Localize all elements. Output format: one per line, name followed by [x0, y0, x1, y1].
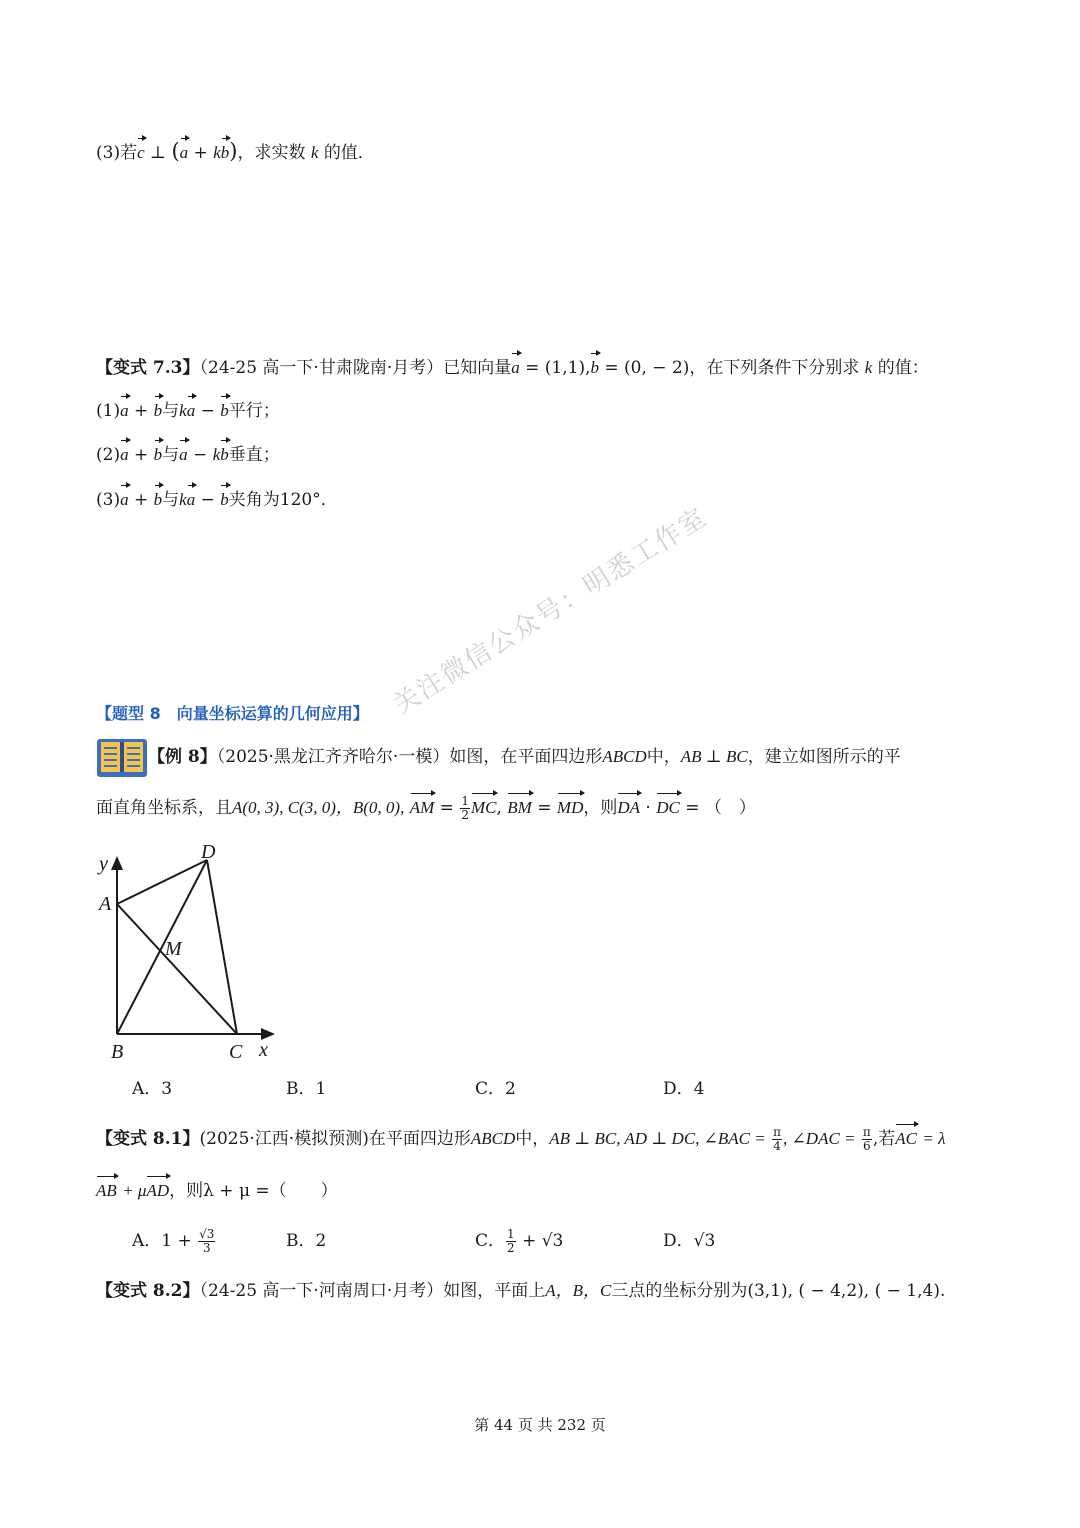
variant-7-3-part-2: (2)a + b与a − kb垂直； — [96, 442, 280, 468]
choice-B: B．2 — [286, 1231, 327, 1251]
variant-8-2-line-1: 【变式 8.2】（24-25 高一下·河南周口·月考）如图，平面上A，B，C三点的坐标分别为(3,1), ( − 4,2), ( − 1,4). — [96, 1281, 946, 1301]
choice-A: A．3 — [132, 1079, 173, 1099]
source-note: (2025·江西·模拟预测) — [199, 1129, 369, 1149]
variant-tag: 【变式 8.2】 — [96, 1281, 200, 1301]
source-note: （24-25 高一下·河南周口·月考） — [199, 1281, 444, 1301]
topic-heading: 【题型 8 向量坐标运算的几何应用】 — [96, 704, 369, 723]
book-icon — [96, 736, 148, 780]
variant-7-3-part-3: (3)a + b与ka − b夹角为120°． — [96, 487, 338, 513]
label-D: D — [201, 841, 216, 863]
segment-AC — [117, 904, 237, 1034]
y-axis-arrow — [111, 856, 123, 870]
choice-D: D．4 — [663, 1079, 705, 1099]
choice-C: C． $\frac{1}{2}$ + √3 — [475, 1227, 564, 1255]
label-B: B — [111, 1041, 124, 1063]
example-tag: 【例 8】 — [148, 747, 217, 767]
page-footer: 第 44 页 共 232 页 — [474, 1416, 606, 1434]
choice-D: D．√3 — [663, 1231, 716, 1251]
question-3-label: (3)若 — [96, 143, 138, 163]
label-M: M — [165, 938, 182, 960]
variant-8-1-line-1: 【变式 8.1】(2025·江西·模拟预测)在平面四边形ABCD中，AB ⊥ BC, AD ⊥ DC, ∠BAC = $\frac{\pi}{4}$ , ∠DAC = $\frac{\pi}{6}$ ,若AC = λ — [96, 1125, 946, 1153]
watermark: 关注微信公众号：明悉工作室 — [388, 502, 713, 721]
segment-AD — [117, 860, 207, 904]
label-C: C — [229, 1041, 243, 1063]
segment-DC — [207, 860, 237, 1034]
geometry-figure — [95, 838, 285, 1068]
source-note: （24-25 高一下·甘肃陇南·月考） — [199, 358, 444, 378]
choice-A: A．1 + $\frac{√3}{3}$ — [132, 1227, 215, 1255]
variant-7-3-stem: 【变式 7.3】（24-25 高一下·甘肃陇南·月考）已知向量a = (1,1),b = (0, − 2)，在下列条件下分别求 k 的值： — [96, 355, 929, 381]
label-x: x — [259, 1039, 268, 1061]
variant-tag: 【变式 8.1】 — [96, 1129, 200, 1149]
label-y: y — [99, 853, 108, 875]
example-8-line-1: 【例 8】（2025·黑龙江齐齐哈尔·一模）如图，在平面四边形ABCD中，AB ⊥ BC，建立如图所示的平 — [148, 747, 901, 767]
choice-C: C．2 — [475, 1079, 516, 1099]
question-3-line: (3)若c ⊥ (a + kb)，求实数 k 的值． — [96, 138, 375, 166]
segment-BD — [117, 860, 207, 1034]
label-A: A — [99, 893, 112, 915]
variant-8-1-line-2: AB + μAD，则λ + μ =（ ） — [96, 1178, 338, 1204]
variant-7-3-part-1: (1)a + b与ka − b平行； — [96, 398, 280, 424]
source-note: （2025·黑龙江齐齐哈尔·一模） — [216, 747, 450, 767]
example-8-line-2: 面直角坐标系，且A(0, 3), C(3, 0)，B(0, 0), AM = $\frac{1}{2}$ MC, BM = MD，则DA · DC = （ ） — [96, 794, 756, 822]
variant-tag: 【变式 7.3】 — [96, 358, 200, 378]
choice-B: B．1 — [286, 1079, 327, 1099]
